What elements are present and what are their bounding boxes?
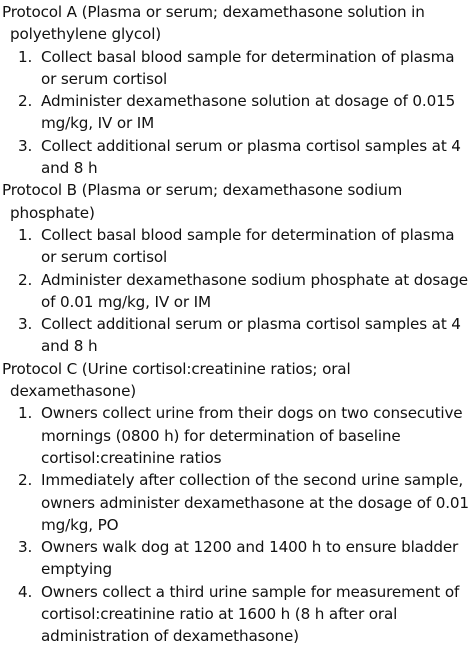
protocol-a-step-1 [2, 46, 474, 91]
step-number: 2. [18, 92, 33, 111]
protocol-a-steps [2, 46, 474, 180]
protocol-c-step-4 [2, 581, 474, 648]
step-number: 3. [18, 538, 33, 557]
protocol-b-step-1 [2, 224, 474, 269]
protocol-b-section [2, 179, 474, 357]
step-number: 4. [18, 582, 33, 601]
protocol-a-step-2 [2, 90, 474, 135]
step-text: Owners collect urine from their dogs on two consecutive mornings (0800 h) for determination of baseline cortisol:creatinine ratios [41, 404, 463, 467]
step-text: Administer dexamethasone sodium phosphate at dosage of 0.01 mg/kg, IV or IM [41, 270, 469, 311]
step-text: Collect additional serum or plasma cortisol samples at 4 and 8 h [41, 136, 461, 178]
step-number: 2. [18, 471, 33, 490]
protocol-a-heading: Protocol A (Plasma or serum; dexamethasone solution in polyethylene glycol) [2, 3, 425, 44]
protocol-c-steps [2, 402, 474, 647]
protocol-c-step-1 [2, 402, 474, 469]
step-number: 3. [18, 136, 33, 155]
step-number: 1. [18, 404, 33, 423]
step-text: Immediately after collection of the second urine sample, owners administer dexamethasone at the dosage of 0.01 mg/kg, PO [41, 471, 469, 534]
protocol-c-section [2, 358, 474, 648]
step-number: 3. [18, 315, 33, 334]
step-text: Administer dexamethasone solution at dosage of 0.015 mg/kg, IV or IM [41, 92, 456, 133]
step-text: Owners walk dog at 1200 and 1400 h to ensure bladder emptying [41, 538, 459, 579]
protocol-c-heading: Protocol C (Urine cortisol:creatinine ratios; oral dexamethasone) [2, 359, 351, 401]
step-number: 1. [18, 225, 33, 244]
protocol-b-step-2 [2, 269, 474, 314]
protocol-c-step-3 [2, 536, 474, 581]
step-number: 1. [18, 47, 33, 66]
protocol-b-step-3 [2, 313, 474, 358]
protocol-b-steps [2, 224, 474, 358]
step-text: Collect basal blood sample for determination of plasma or serum cortisol [41, 225, 455, 267]
step-text: Collect additional serum or plasma cortisol samples at 4 and 8 h [41, 315, 461, 356]
protocol-a-section [2, 1, 474, 179]
protocol-c-step-2 [2, 469, 474, 536]
step-text: Collect basal blood sample for determination of plasma or serum cortisol [41, 47, 455, 88]
step-text: Owners collect a third urine sample for measurement of cortisol:creatinine ratio at 1600 h (8 h after oral administration of dexamethasone) [41, 582, 460, 646]
protocol-a-step-3 [2, 135, 474, 180]
step-number: 2. [18, 270, 33, 289]
protocol-b-heading: Protocol B (Plasma or serum; dexamethasone sodium phosphate) [2, 181, 403, 222]
